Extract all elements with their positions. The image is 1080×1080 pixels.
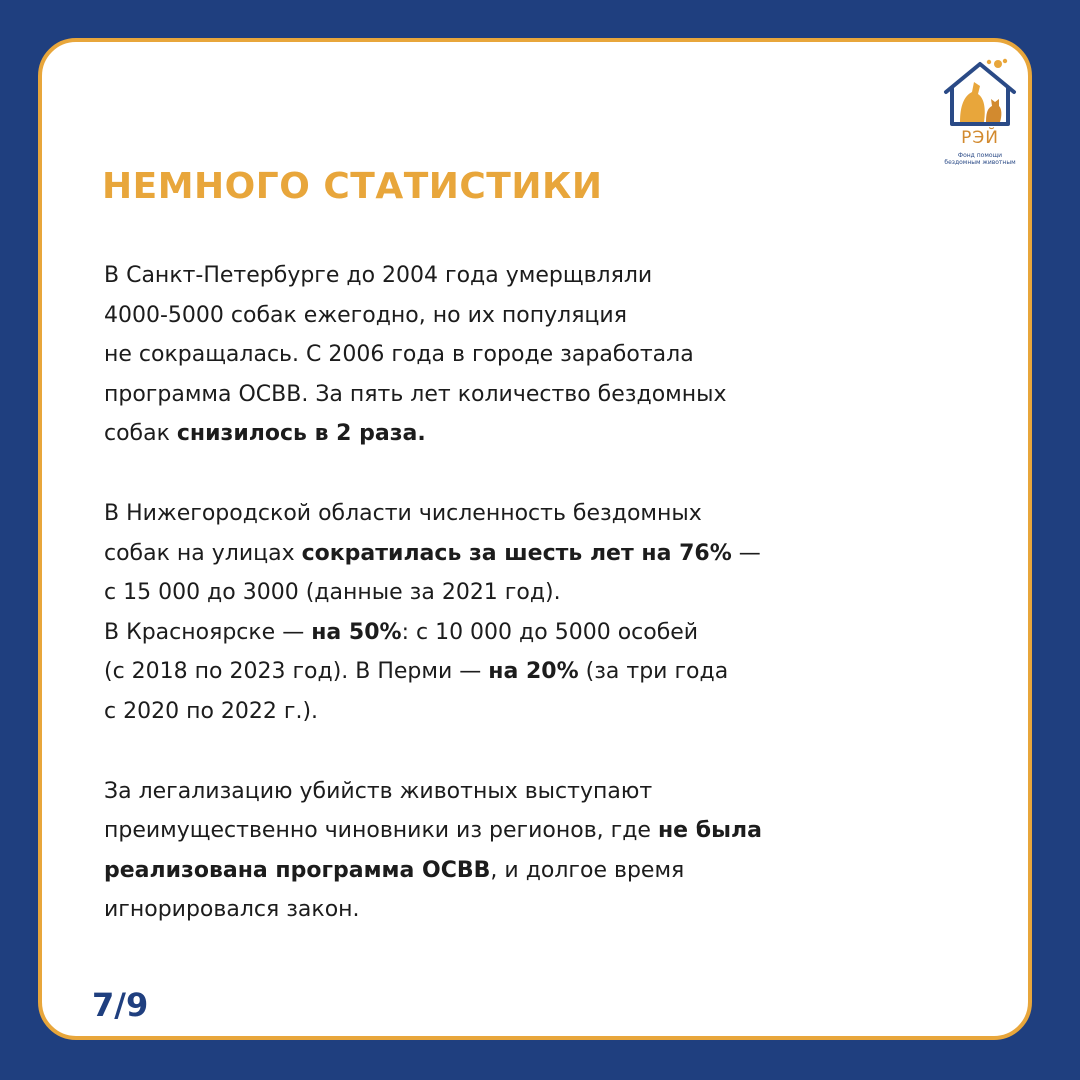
foundation-logo <box>938 58 1022 186</box>
logo-name: РЭЙ <box>961 128 999 148</box>
paragraph-regions: В Нижегородской области численность бездомных собак на улицах сократилась за шесть лет на 76% — с 15 000 до 3000 (данные за 2021 год). В Красноярске — на 50%: с 10 000 до 5000 особей (с 2018 по 2023 год). В Перми — на 20% (за три года с 2020 по 2022 г.). <box>104 500 761 724</box>
page-indicator: 7/9 <box>92 986 149 1024</box>
paragraph-st-petersburg: В Санкт-Петербурге до 2004 года умерщвляли 4000-5000 собак ежегодно, но их популяция не сокращалась. С 2006 года в городе заработала программа ОСВВ. За пять лет количество бездомных собак снизилось в 2 раза. <box>104 263 727 447</box>
paragraph-legalization: За легализацию убийств животных выступают преимущественно чиновники из регионов, где не была реализована программа ОСВВ, и долгое время игнорировался закон. <box>104 778 762 923</box>
page-title: НЕМНОГО СТАТИСТИКИ <box>102 166 603 207</box>
house-dog-cat-icon <box>938 58 1022 130</box>
statistics-text <box>104 256 984 930</box>
content-card <box>38 38 1032 1040</box>
logo-tagline: Фонд помощи бездомным животным <box>944 152 1016 166</box>
